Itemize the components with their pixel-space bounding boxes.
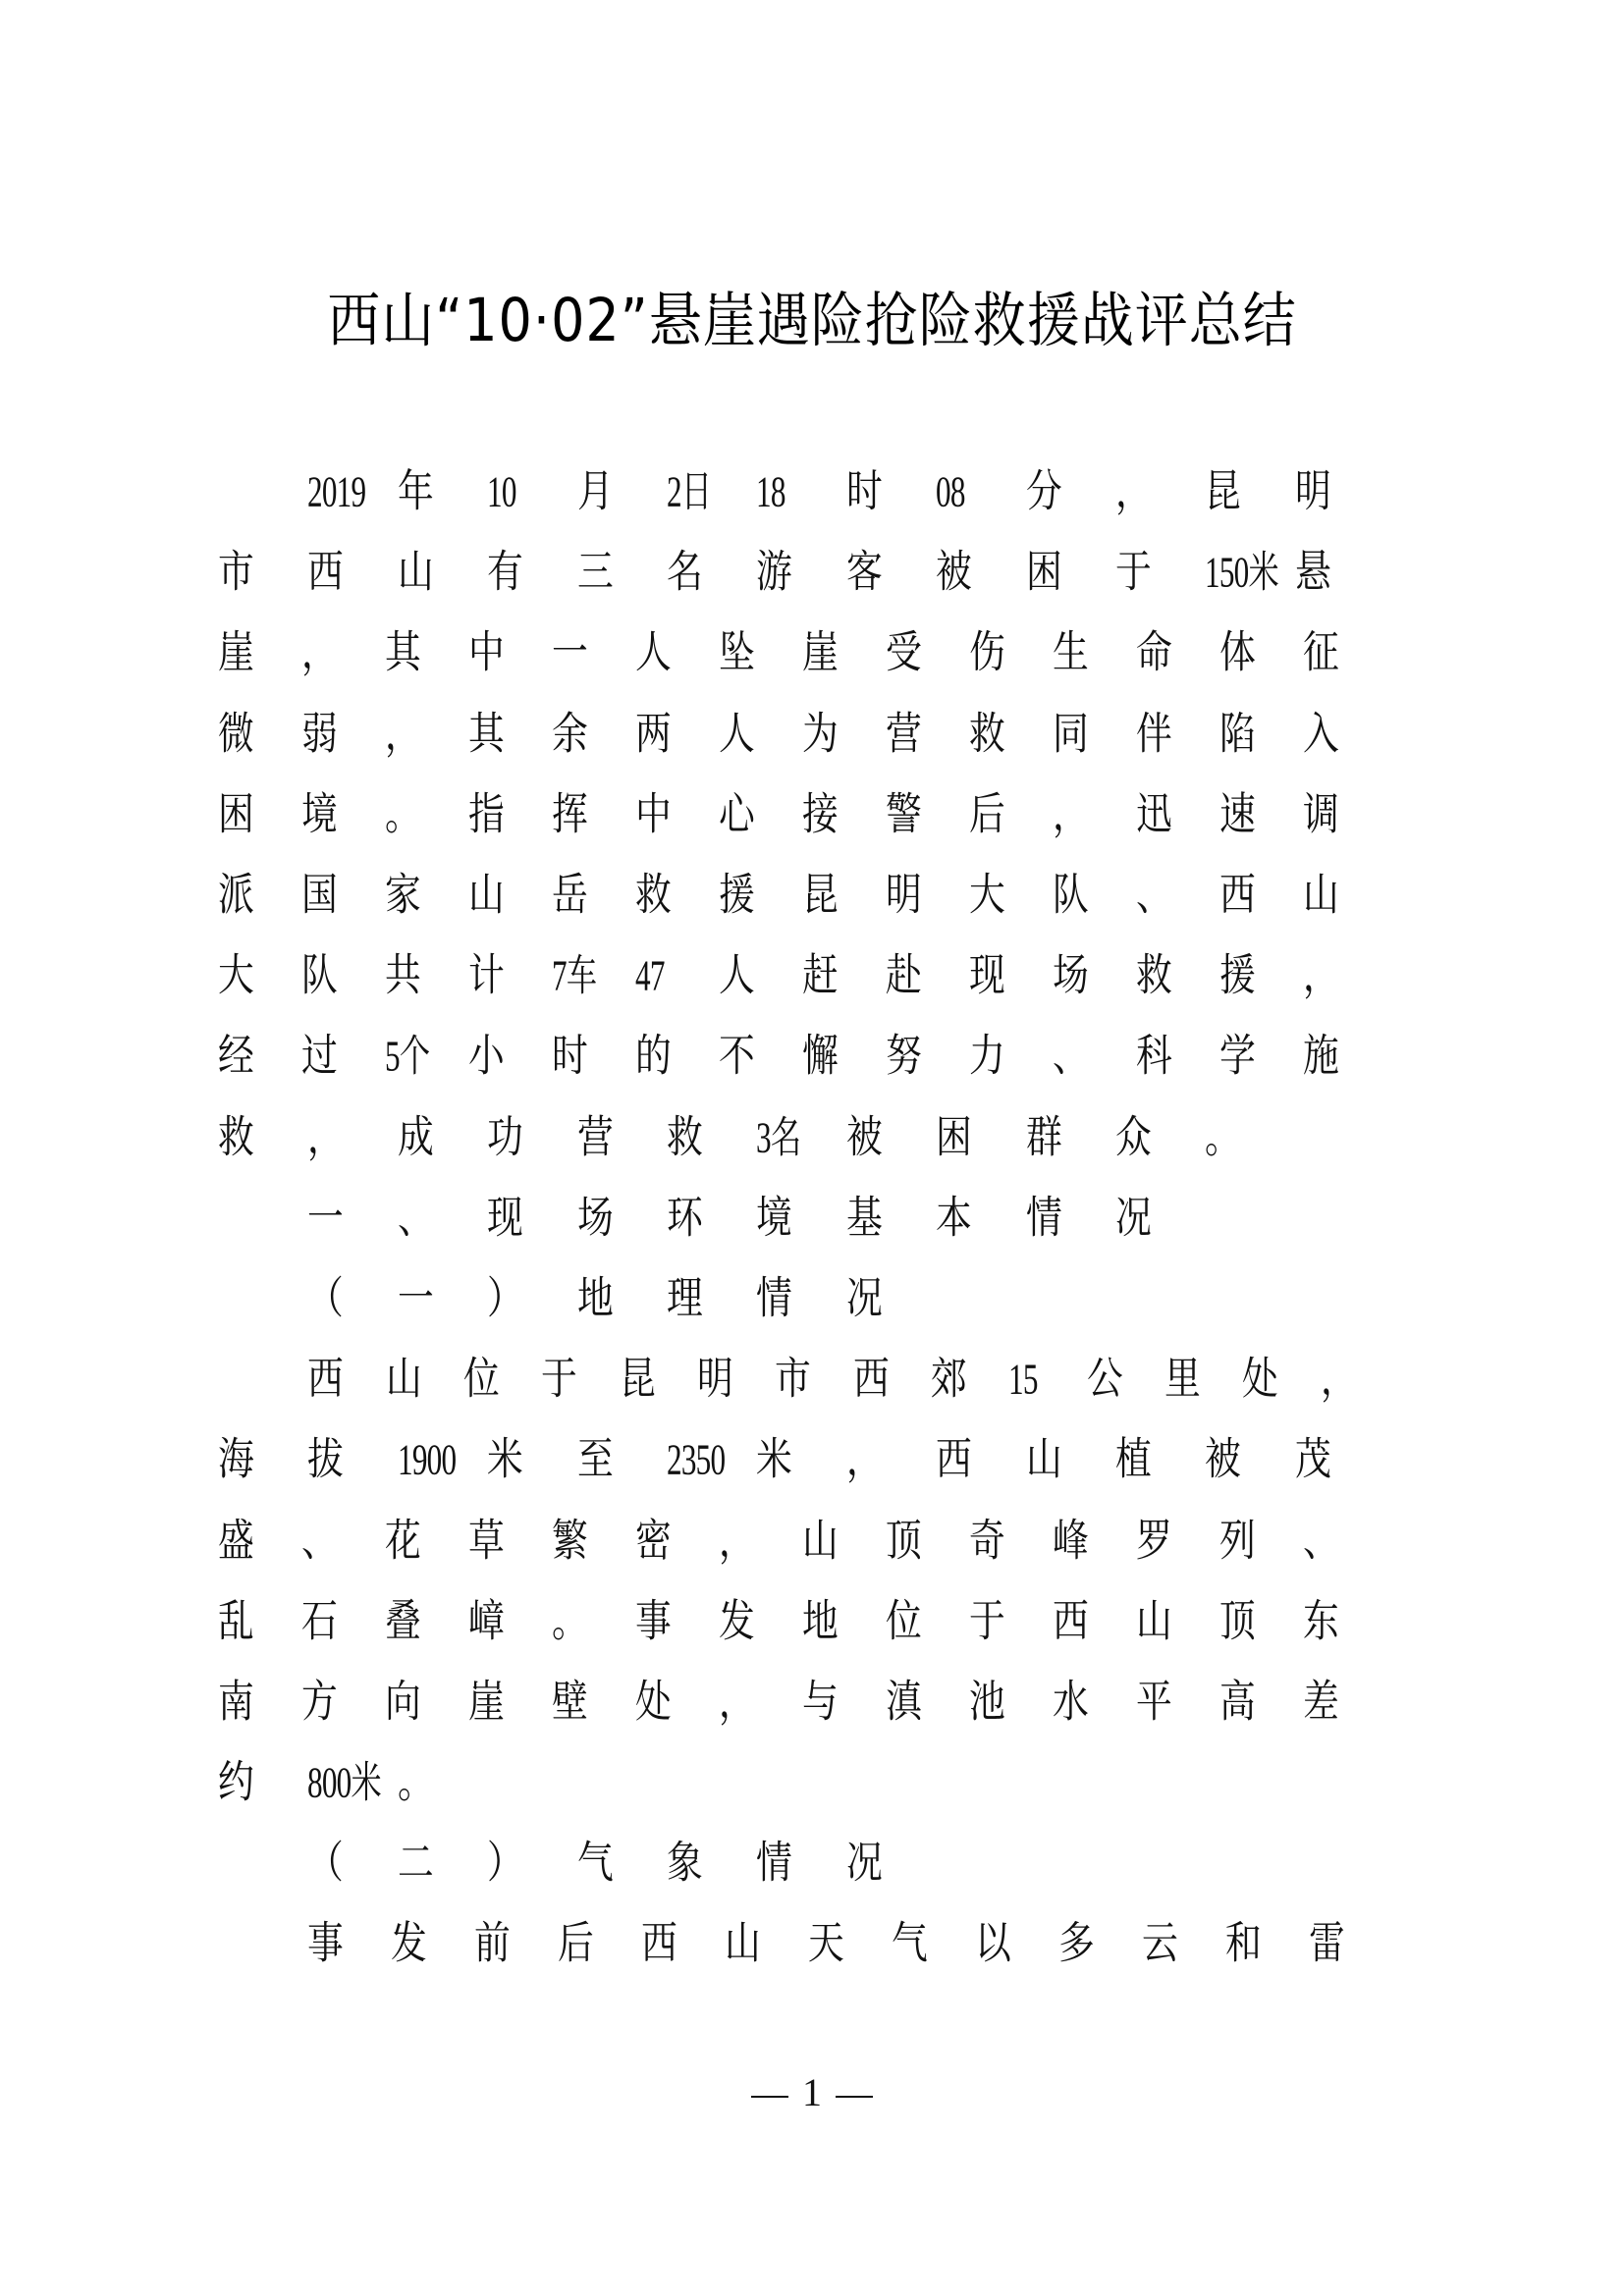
text-cell: 地	[802, 1595, 839, 1647]
text-cell: 心	[719, 789, 755, 840]
text-cell: 公	[1086, 1354, 1123, 1405]
text-cell: 境	[301, 789, 338, 840]
text-cell: 嶂	[468, 1595, 505, 1647]
text-cell: 受	[886, 627, 922, 679]
text-cell: ，	[301, 627, 338, 679]
text-cell: 800米	[307, 1757, 382, 1807]
text-cell: 前	[474, 1918, 512, 1970]
text-cell: 。	[1205, 1111, 1242, 1163]
text-cell: 营	[886, 708, 922, 760]
text-cell: 水	[1053, 1677, 1089, 1728]
text-cell: 山	[1136, 1595, 1172, 1647]
text-cell: ，	[385, 708, 421, 760]
text-cell: 挥	[552, 789, 588, 840]
text-cell: 情	[756, 1838, 793, 1890]
text-cell: 明	[886, 870, 922, 921]
text-cell: 时	[552, 1031, 588, 1083]
text-cell: 人	[719, 950, 755, 1001]
text-cell: 顶	[1219, 1595, 1256, 1647]
text-cell: 山	[385, 1354, 422, 1405]
text-cell: 西	[1219, 870, 1256, 921]
text-cell: 况	[845, 1838, 883, 1890]
text-cell: 崖	[802, 627, 839, 679]
text-cell: 陷	[1219, 708, 1256, 760]
text-cell: 余	[552, 708, 588, 760]
text-cell: 计	[468, 950, 505, 1001]
text-cell: 悬	[1294, 547, 1331, 599]
text-cell: 其	[385, 627, 421, 679]
text-cell: 接	[802, 789, 839, 840]
text-cell: 现	[487, 1193, 523, 1244]
text-cell: 力	[969, 1031, 1005, 1083]
text-cell: 同	[1053, 708, 1089, 760]
document-body	[218, 452, 1386, 1985]
text-cell: 众	[1114, 1111, 1152, 1163]
text-cell: 有	[487, 547, 523, 599]
text-line	[218, 1823, 1386, 1903]
text-cell: 2350	[666, 1435, 726, 1484]
document-title: 西山“10·02”悬崖遇险抢险救援战评总结	[327, 285, 1297, 355]
text-line	[218, 1178, 1386, 1258]
text-cell: 被	[845, 1111, 883, 1163]
text-cell: 。	[397, 1757, 434, 1808]
text-cell: 其	[468, 708, 505, 760]
text-cell: 游	[756, 547, 793, 599]
text-cell: 差	[1303, 1677, 1339, 1728]
text-cell: 微	[218, 708, 254, 760]
text-cell: 理	[666, 1273, 703, 1324]
text-cell: 队	[301, 950, 338, 1001]
text-cell: 盛	[218, 1515, 254, 1567]
text-cell: 经	[218, 1031, 254, 1083]
text-cell: 本	[936, 1193, 972, 1244]
text-cell: 情	[1025, 1193, 1062, 1244]
text-cell: 的	[635, 1031, 672, 1083]
text-cell: 岳	[552, 870, 588, 921]
text-cell: 一	[307, 1193, 345, 1244]
text-cell: 山	[397, 547, 434, 599]
text-cell: 环	[666, 1193, 703, 1244]
text-cell: 东	[1303, 1595, 1339, 1647]
text-cell: 顶	[886, 1515, 922, 1567]
text-cell: 困	[1025, 547, 1062, 599]
text-cell: 多	[1058, 1918, 1096, 1970]
text-cell: 。	[385, 789, 421, 840]
text-cell: 被	[936, 547, 972, 599]
text-cell: 雷	[1309, 1918, 1346, 1970]
text-cell: 年	[397, 466, 434, 517]
text-cell: 中	[635, 789, 672, 840]
text-cell: 市	[775, 1354, 812, 1405]
text-cell: 以	[975, 1918, 1012, 1970]
text-cell: 入	[1303, 708, 1339, 760]
text-cell: 客	[845, 547, 883, 599]
text-cell: 月	[576, 466, 614, 517]
text-cell: 时	[845, 466, 883, 517]
text-cell: 生	[1053, 627, 1089, 679]
text-cell: ，	[719, 1515, 755, 1567]
text-cell: 伤	[969, 627, 1005, 679]
text-cell: 2019	[307, 466, 366, 516]
text-cell: 名	[666, 547, 703, 599]
text-cell: 草	[468, 1515, 505, 1567]
text-cell: 施	[1303, 1031, 1339, 1083]
text-cell: 08	[936, 466, 965, 516]
text-cell: 征	[1303, 627, 1339, 679]
text-cell: 西	[852, 1354, 890, 1405]
text-cell: 援	[1219, 950, 1256, 1001]
text-cell: 场	[1053, 950, 1089, 1001]
text-cell: 人	[635, 627, 672, 679]
text-cell: 共	[385, 950, 421, 1001]
text-cell: 云	[1142, 1918, 1179, 1970]
text-cell: 7车	[552, 950, 597, 1000]
text-cell: 一	[397, 1273, 434, 1324]
text-cell: 学	[1219, 1031, 1256, 1083]
text-cell: 现	[969, 950, 1005, 1001]
text-cell: 西	[936, 1434, 972, 1486]
text-cell: 里	[1164, 1354, 1201, 1405]
text-cell: 海	[218, 1434, 254, 1486]
text-cell: 山	[1025, 1434, 1062, 1486]
text-cell: 于	[1114, 547, 1152, 599]
text-cell: ，	[845, 1434, 883, 1486]
text-cell: 至	[576, 1434, 614, 1486]
text-cell: 繁	[552, 1515, 588, 1567]
text-cell: 赶	[802, 950, 839, 1001]
text-cell: ）	[487, 1273, 523, 1324]
text-cell: 发	[391, 1918, 428, 1970]
text-cell: 气	[576, 1838, 614, 1890]
text-cell: 懈	[802, 1031, 839, 1083]
text-cell: 境	[756, 1193, 793, 1244]
text-cell: ，	[1303, 950, 1339, 1001]
text-cell: 与	[802, 1677, 839, 1728]
text-cell: 山	[802, 1515, 839, 1567]
text-cell: 米	[487, 1434, 523, 1486]
text-line	[218, 1903, 1386, 1984]
text-cell: 被	[1205, 1434, 1242, 1486]
text-cell: 象	[666, 1838, 703, 1890]
text-cell: 15	[1008, 1354, 1038, 1404]
footer-dash-left	[751, 2096, 788, 2098]
text-cell: ，	[1114, 466, 1152, 517]
text-cell: 花	[385, 1515, 421, 1567]
text-cell: 调	[1303, 789, 1339, 840]
text-cell: 二	[397, 1838, 434, 1890]
text-cell: 救	[218, 1111, 254, 1163]
text-cell: 3名	[756, 1112, 801, 1161]
text-line	[218, 1339, 1386, 1419]
text-cell: 位	[886, 1595, 922, 1647]
text-cell: 150米	[1205, 547, 1279, 597]
text-cell: 努	[886, 1031, 922, 1083]
text-cell: 向	[385, 1677, 421, 1728]
text-cell: 山	[725, 1918, 762, 1970]
text-cell: 郊	[931, 1354, 967, 1405]
text-cell: （	[307, 1273, 345, 1324]
text-cell: ）	[487, 1838, 523, 1890]
text-cell: 小	[468, 1031, 505, 1083]
text-line	[218, 1419, 1386, 1500]
text-cell: 奇	[969, 1515, 1005, 1567]
text-cell: ，	[719, 1677, 755, 1728]
text-cell: 崖	[218, 627, 254, 679]
text-cell: 、	[1136, 870, 1172, 921]
text-cell: 5个	[385, 1032, 430, 1081]
text-line	[218, 1016, 1386, 1096]
text-line	[218, 532, 1386, 613]
text-cell: 1900	[397, 1435, 457, 1484]
text-cell: （	[307, 1838, 345, 1890]
page-number: 1	[802, 2070, 822, 2114]
text-cell: 西	[307, 547, 345, 599]
text-cell: 罗	[1136, 1515, 1172, 1567]
text-cell: 石	[301, 1595, 338, 1647]
text-cell: 处	[635, 1677, 672, 1728]
text-cell: 后	[969, 789, 1005, 840]
text-line	[218, 1742, 1386, 1823]
text-line	[218, 1500, 1386, 1580]
text-cell: 不	[719, 1031, 755, 1083]
text-cell: 崖	[468, 1677, 505, 1728]
text-cell: 援	[719, 870, 755, 921]
text-cell: 昆	[619, 1354, 656, 1405]
text-cell: 过	[301, 1031, 338, 1083]
text-cell: 47	[635, 950, 665, 1000]
text-cell: 乱	[218, 1595, 254, 1647]
text-cell: 2日	[666, 466, 712, 516]
text-cell: 派	[218, 870, 254, 921]
text-line	[218, 1258, 1386, 1339]
text-cell: 况	[1114, 1193, 1152, 1244]
text-cell: 事	[307, 1918, 345, 1970]
text-line	[218, 1662, 1386, 1742]
text-cell: 约	[218, 1757, 254, 1808]
text-line	[218, 935, 1386, 1016]
text-cell: 人	[719, 708, 755, 760]
text-cell: 10	[487, 466, 516, 516]
text-cell: 平	[1136, 1677, 1172, 1728]
text-cell: 滇	[886, 1677, 922, 1728]
text-cell: 于	[969, 1595, 1005, 1647]
text-cell: 山	[468, 870, 505, 921]
text-cell: 明	[1294, 466, 1331, 517]
text-cell: 昆	[802, 870, 839, 921]
text-cell: 基	[845, 1193, 883, 1244]
text-cell: 迅	[1136, 789, 1172, 840]
text-cell: 速	[1219, 789, 1256, 840]
text-cell: 救	[635, 870, 672, 921]
text-cell: 密	[635, 1515, 672, 1567]
text-cell: 南	[218, 1677, 254, 1728]
text-cell: 情	[756, 1273, 793, 1324]
text-cell: 大	[218, 950, 254, 1001]
text-cell: 两	[635, 708, 672, 760]
text-cell: 。	[552, 1595, 588, 1647]
text-cell: 指	[468, 789, 505, 840]
text-line	[218, 452, 1386, 532]
text-cell: 救	[1136, 950, 1172, 1001]
text-cell: 困	[218, 789, 254, 840]
text-cell: 地	[576, 1273, 614, 1324]
text-cell: 西	[307, 1354, 345, 1405]
text-line	[218, 774, 1386, 855]
text-cell: 列	[1219, 1515, 1256, 1567]
text-cell: 救	[666, 1111, 703, 1163]
text-cell: 高	[1219, 1677, 1256, 1728]
text-cell: 、	[397, 1193, 434, 1244]
text-cell: 壁	[552, 1677, 588, 1728]
text-cell: 况	[845, 1273, 883, 1324]
text-cell: 米	[756, 1434, 793, 1486]
text-cell: 池	[969, 1677, 1005, 1728]
text-cell: 队	[1053, 870, 1089, 921]
text-cell: 18	[756, 466, 785, 516]
text-cell: 昆	[1205, 466, 1242, 517]
text-cell: 处	[1242, 1354, 1279, 1405]
text-line	[218, 694, 1386, 774]
text-cell: 功	[487, 1111, 523, 1163]
text-cell: 和	[1225, 1918, 1263, 1970]
text-cell: ，	[1320, 1354, 1357, 1405]
text-cell: 救	[969, 708, 1005, 760]
text-cell: 于	[541, 1354, 578, 1405]
text-cell: 警	[886, 789, 922, 840]
text-cell: ，	[307, 1111, 345, 1163]
text-cell: 场	[576, 1193, 614, 1244]
text-cell: 位	[463, 1354, 500, 1405]
text-cell: 市	[218, 547, 254, 599]
text-line	[218, 1097, 1386, 1178]
text-cell: 叠	[385, 1595, 421, 1647]
text-cell: 大	[969, 870, 1005, 921]
text-cell: 西	[641, 1918, 678, 1970]
text-cell: 弱	[301, 708, 338, 760]
text-cell: 后	[558, 1918, 595, 1970]
text-cell: 命	[1136, 627, 1172, 679]
text-line	[218, 613, 1386, 693]
text-cell: 成	[397, 1111, 434, 1163]
text-cell: 一	[552, 627, 588, 679]
text-cell: 西	[1053, 1595, 1089, 1647]
text-cell: 科	[1136, 1031, 1172, 1083]
text-cell: 家	[385, 870, 421, 921]
text-cell: 国	[301, 870, 338, 921]
text-cell: 赴	[886, 950, 922, 1001]
text-cell: 伴	[1136, 708, 1172, 760]
text-cell: 营	[576, 1111, 614, 1163]
text-cell: 为	[802, 708, 839, 760]
text-cell: 、	[1053, 1031, 1089, 1083]
text-cell: ，	[1053, 789, 1089, 840]
text-cell: 天	[808, 1918, 845, 1970]
text-cell: 山	[1303, 870, 1339, 921]
page-number-footer	[0, 2069, 1624, 2115]
text-cell: 坠	[719, 627, 755, 679]
text-cell: 群	[1025, 1111, 1062, 1163]
text-line	[218, 855, 1386, 935]
text-cell: 中	[468, 627, 505, 679]
text-cell: 、	[1303, 1515, 1339, 1567]
text-cell: 明	[697, 1354, 733, 1405]
text-cell: 峰	[1053, 1515, 1089, 1567]
text-cell: 分	[1025, 466, 1062, 517]
text-cell: 气	[892, 1918, 929, 1970]
text-cell: 茂	[1294, 1434, 1331, 1486]
text-cell: 拔	[307, 1434, 345, 1486]
text-cell: 困	[936, 1111, 972, 1163]
text-cell: 事	[635, 1595, 672, 1647]
text-cell: 方	[301, 1677, 338, 1728]
text-cell: 植	[1114, 1434, 1152, 1486]
text-cell: 体	[1219, 627, 1256, 679]
footer-dash-right	[836, 2096, 873, 2098]
text-line	[218, 1581, 1386, 1662]
text-cell: 发	[719, 1595, 755, 1647]
text-cell: 三	[576, 547, 614, 599]
text-cell: 、	[301, 1515, 338, 1567]
